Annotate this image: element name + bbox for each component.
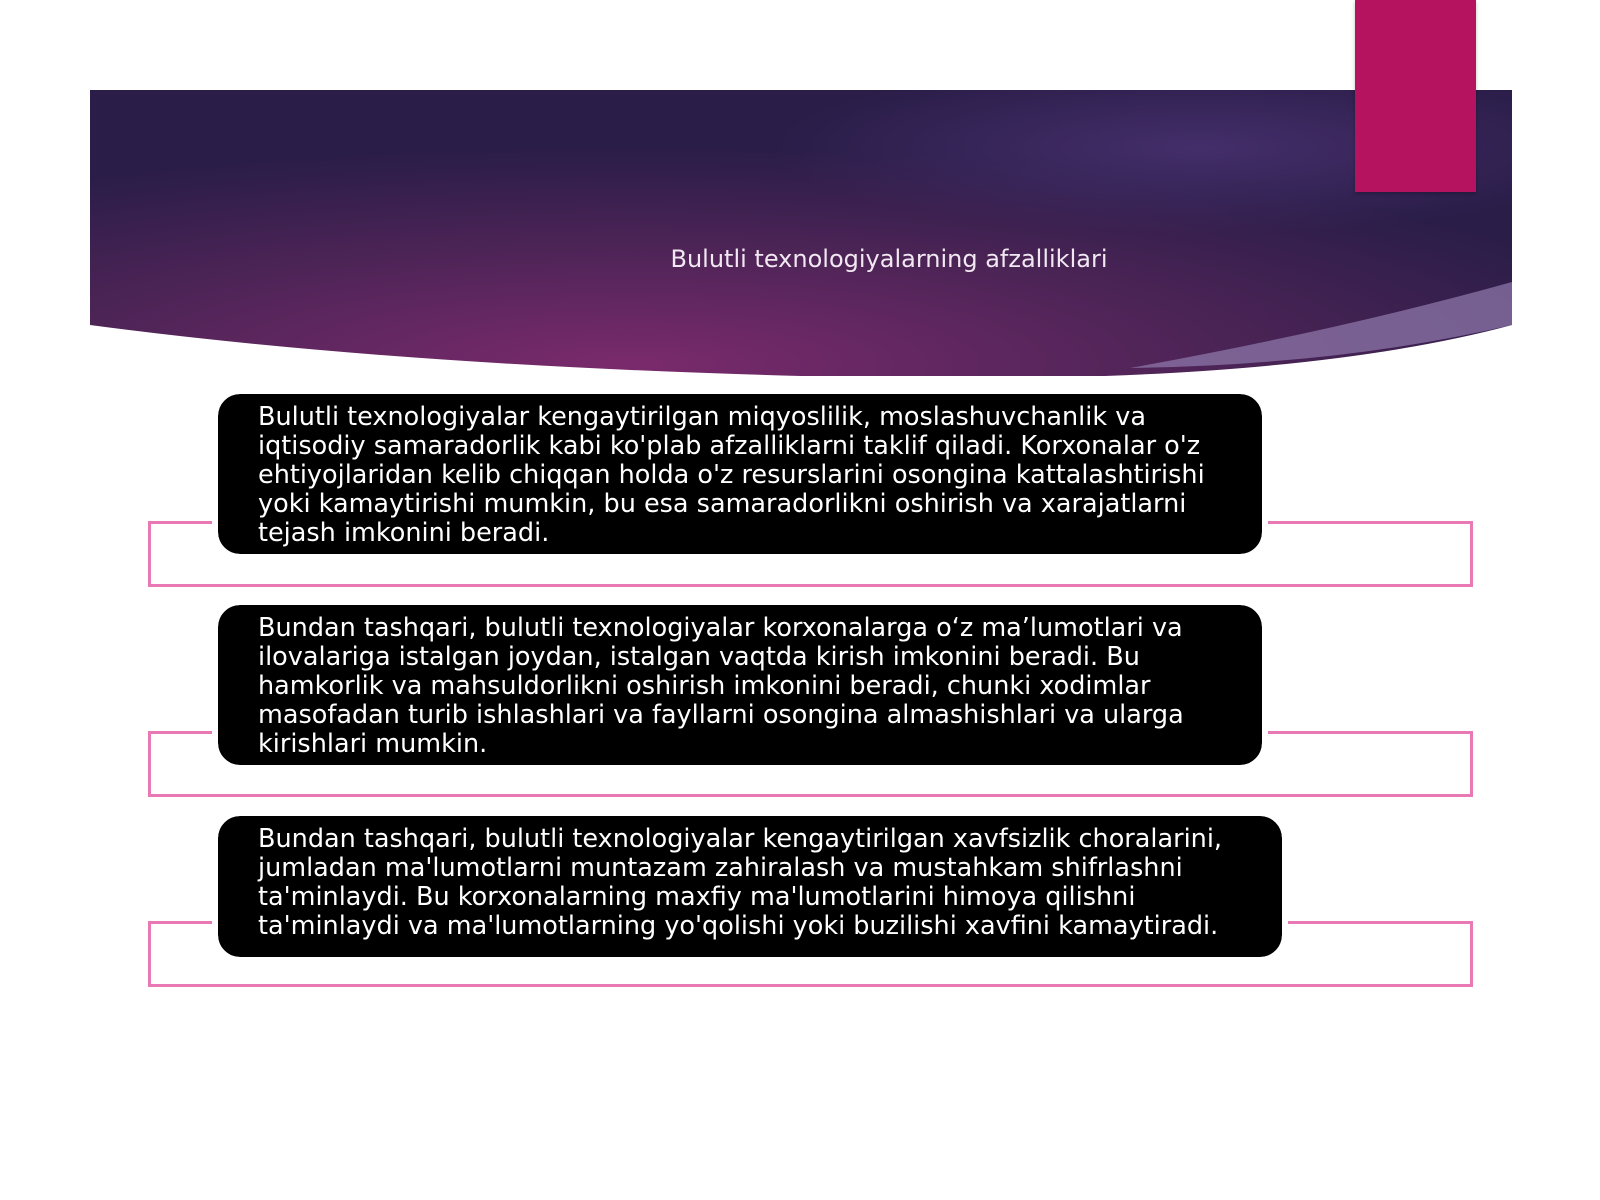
item-card: Bundan tashqari, bulutli texnologiyalar korxonalarga o‘z ma’lumotlari va ilovalariga istalgan joydan, istalgan vaqtda kirish imkonini beradi. Bu hamkorlik va mahsuldorlikni oshirish imkonini beradi, chunki xodimlar masofadan turib ishlashlari va fayllarni osongina almashishlari va ularga kirishlari mumkin. bbox=[218, 605, 1262, 765]
item-card: Bulutli texnologiyalar kengaytirilgan miqyoslilik, moslashuvchanlik va iqtisodiy samaradorlik kabi ko'plab afzalliklarni taklif qiladi. Korxonalar o'z ehtiyojlaridan kelib chiqqan holda o'z resurslarini osongina kattalashtirishi yoki kamaytirishi mumkin, bu esa samaradorlikni oshirish va xarajatlarni tejash imkonini beradi. bbox=[218, 394, 1262, 554]
slide-title: Bulutli texnologiyalarning afzalliklari bbox=[670, 245, 1108, 273]
title-banner bbox=[90, 90, 1512, 376]
accent-tab bbox=[1355, 0, 1476, 192]
banner-shape bbox=[90, 90, 1512, 376]
item-card: Bundan tashqari, bulutli texnologiyalar kengaytirilgan xavfsizlik choralarini, jumladan ma'lumotlarni muntazam zahiralash va mustahkam shifrlashni ta'minlaydi. Bu korxonalarning maxfiy ma'lumotlarini himoya qilishni ta'minlaydi va ma'lumotlarning yo'qolishi yoki buzilishi xavfini kamaytiradi. bbox=[218, 816, 1282, 957]
